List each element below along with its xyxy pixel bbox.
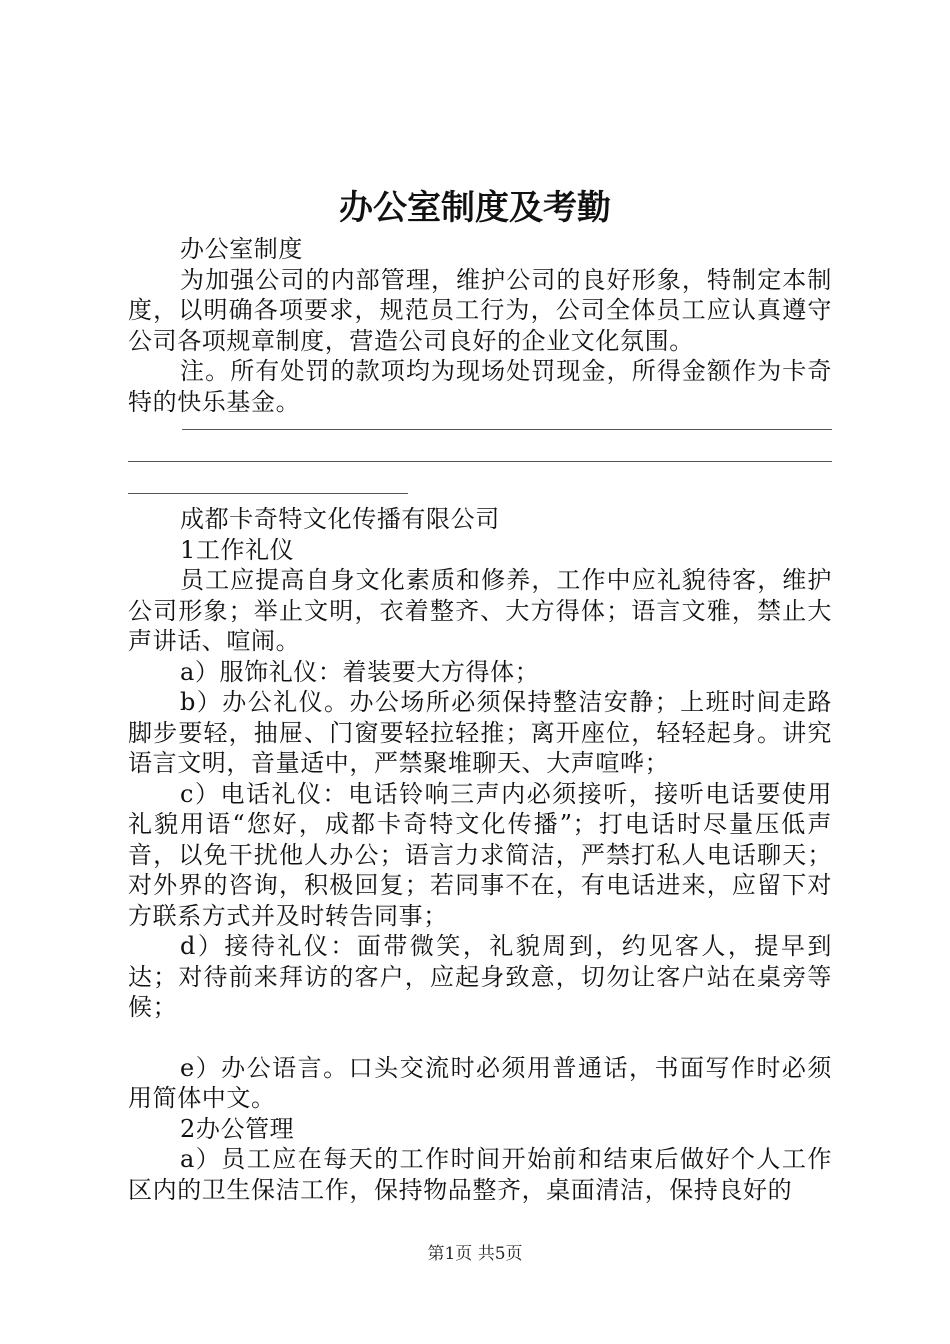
fill-line [128,493,408,494]
note-paragraph: 注。所有处罚的款项均为现场处罚现金，所得金额作为卡奇特的快乐基金。 [128,357,832,416]
blank-fill-lines [128,429,832,494]
list-item: e）办公语言。口头交流时必须用普通话，书面写作时必须用简体中文。 [128,1053,832,1112]
list-item: b）办公礼仪。办公场所必须保持整洁安静；上班时间走路脚步要轻，抽屉、门窗要轻拉轻推；离开座位，轻轻起身。讲究语言文明，音量适中，严禁聚堆聊天、大声喧哗； [128,688,832,777]
intro-paragraph: 为加强公司的内部管理，维护公司的良好形象，特制定本制度，以明确各项要求，规范员工行为，公司全体员工应认真遵守公司各项规章制度，营造公司良好的企业文化氛围。 [128,265,832,355]
fill-line [182,429,832,430]
company-name: 成都卡奇特文化传播有限公司 [180,505,500,533]
page-footer: 第1页 共5页 [427,1244,523,1264]
document-body [128,234,832,1205]
section-heading: 2办公管理 [180,1114,295,1143]
section-label: 办公室制度 [180,235,303,263]
list-item: a）员工应在每天的工作时间开始前和结束后做好个人工作区内的卫生保洁工作，保持物品整齐，桌面清洁，保持良好的 [128,1145,832,1204]
fill-line [128,461,832,462]
list-item: c）电话礼仪：电话铃响三声内必须接听，接听电话要使用礼貌用语“您好，成都卡奇特文化传播”；打电话时尽量压低声音，以免干扰他人办公；语言力求简洁，严禁打私人电话聊天；对外界的咨询，积极回复；若同事不在，有电话进来，应留下对方联系方式并及时转告同事； [128,779,832,930]
page-title: 办公室制度及考勤 [339,188,611,228]
list-item: d）接待礼仪：面带微笑，礼貌周到，约见客人，提早到达；对待前来拜访的客户，应起身致意，切勿让客户站在桌旁等候； [128,932,832,1021]
section-heading: 1工作礼仪 [180,535,295,564]
list-item: a）服饰礼仪：着装要大方得体； [180,657,540,686]
section-intro: 员工应提高自身文化素质和修养，工作中应礼貌待客，维护公司形象；举止文明，衣着整齐、大方得体；语言文雅，禁止大声讲话、喧闹。 [128,566,832,655]
